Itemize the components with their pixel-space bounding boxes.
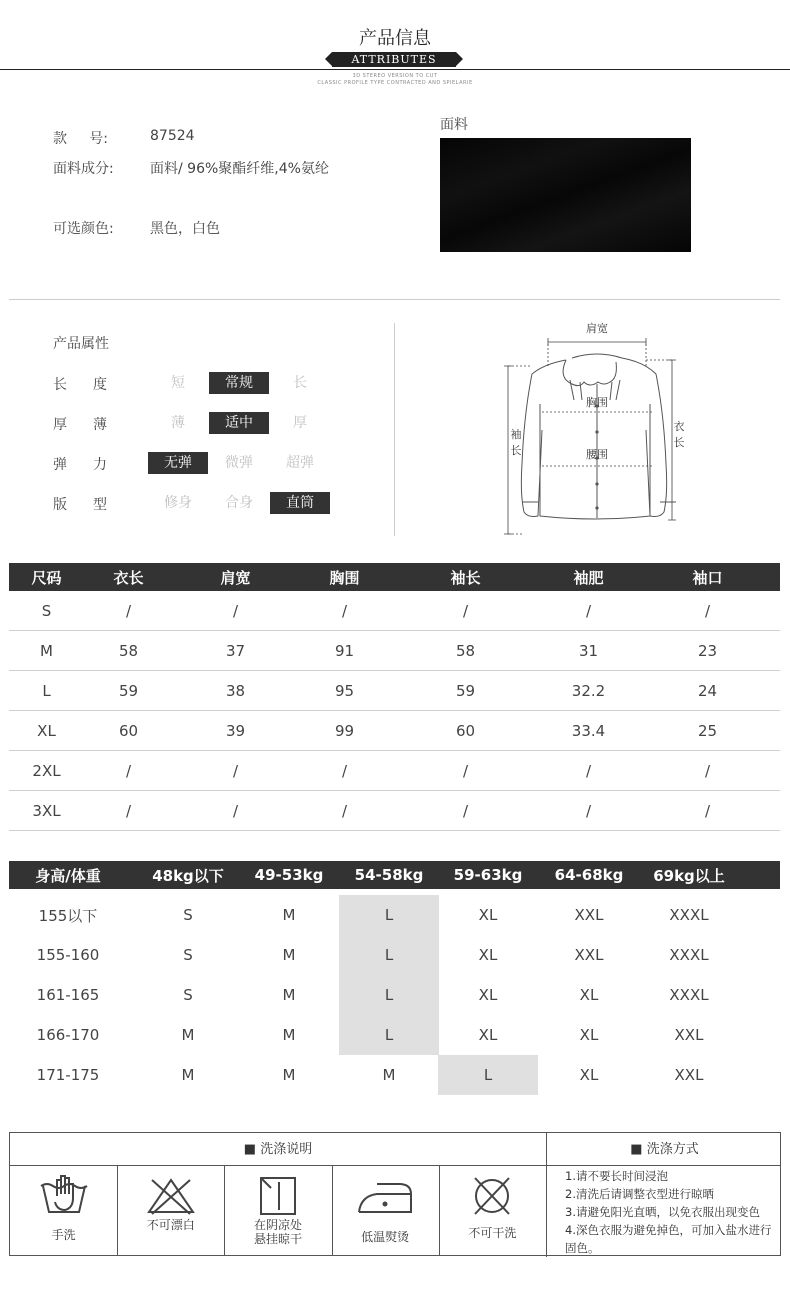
- size-table-header: [9, 563, 780, 591]
- wash-method-title: ■ 洗涤方式: [630, 1142, 699, 1157]
- chest-label: 胸围: [586, 396, 608, 409]
- header-tagline-2: CLASSIC PROFILE TYPE CONTRACTED AND SPIELARIE: [317, 80, 473, 86]
- style-number-label: 款 号:: [53, 131, 108, 147]
- column-header: 69kg以上: [653, 866, 725, 885]
- fabric-swatch: [440, 138, 691, 252]
- attribute-label-char: 力: [93, 457, 107, 473]
- table-row: [9, 975, 780, 1015]
- care-section: [9, 1132, 781, 1256]
- table-cell: L: [339, 975, 439, 1015]
- table-cell: 155以下: [38, 906, 98, 925]
- care-icon-cell: [224, 1166, 331, 1256]
- column-header: 袖长: [450, 568, 481, 587]
- care-icon-label: 不可漂白: [146, 1218, 195, 1232]
- table-cell: 59: [118, 681, 139, 700]
- table-cell: 59: [455, 681, 476, 700]
- table-cell: 23: [697, 641, 718, 660]
- table-cell: M: [282, 946, 296, 964]
- table-cell: 58: [118, 641, 139, 660]
- attribute-label-char: 弹: [53, 457, 67, 473]
- table-cell: 38: [225, 681, 246, 700]
- care-note: 3.请避免阳光直晒，以免衣服出现变色: [565, 1205, 760, 1219]
- table-row: [9, 591, 780, 631]
- table-cell: XL: [478, 946, 498, 964]
- table-cell: 31: [578, 641, 599, 660]
- table-cell: 24: [697, 681, 718, 700]
- table-cell: S: [183, 906, 193, 924]
- column-header: 袖口: [692, 568, 723, 587]
- attribute-row: [0, 452, 390, 474]
- length-label-2: 长: [673, 436, 685, 449]
- attribute-option: 厚: [293, 415, 307, 431]
- style-number-value: 87524: [150, 128, 195, 144]
- table-cell: /: [232, 761, 239, 780]
- table-cell: /: [704, 761, 711, 780]
- column-header: 59-63kg: [453, 866, 523, 884]
- table-cell: 166-170: [36, 1026, 100, 1044]
- attributes-banner: [332, 52, 456, 67]
- attribute-option: 短: [171, 375, 185, 391]
- care-icon-cell: [439, 1166, 546, 1256]
- wash-instructions-title: ■ 洗涤说明: [243, 1142, 313, 1157]
- table-cell: XXL: [574, 946, 604, 964]
- table-cell: 37: [225, 641, 246, 660]
- size-table: [9, 563, 780, 831]
- table-cell: M: [181, 1026, 195, 1044]
- attribute-option: 合身: [225, 495, 253, 511]
- care-note: 2.清洗后请调整衣型进行晾晒: [565, 1187, 714, 1201]
- table-cell: /: [462, 801, 469, 820]
- attribute-label-char: 长: [53, 377, 67, 393]
- attribute-label: [53, 494, 107, 514]
- attribute-label: [53, 454, 107, 474]
- color-value: 黑色，白色: [150, 221, 220, 237]
- attribute-label: [53, 414, 107, 434]
- table-row: [9, 671, 780, 711]
- attribute-option: 微弹: [225, 455, 253, 471]
- banner-text: ATTRIBUTES: [351, 53, 437, 66]
- table-cell: L: [42, 681, 51, 700]
- care-icon-cell: [117, 1166, 224, 1256]
- table-cell: 171-175: [36, 1066, 100, 1084]
- table-cell: XXL: [674, 1026, 704, 1044]
- care-icon-label: 悬挂晾干: [253, 1232, 302, 1246]
- column-header: 48kg以下: [152, 866, 224, 885]
- table-row: [9, 711, 780, 751]
- table-cell: /: [704, 801, 711, 820]
- table-cell: 60: [118, 721, 139, 740]
- column-header: 尺码: [31, 568, 62, 587]
- care-icon-label: 不可干洗: [468, 1226, 517, 1240]
- table-cell: M: [282, 906, 296, 924]
- care-icon-label: 手洗: [51, 1228, 76, 1242]
- table-cell: /: [341, 601, 348, 620]
- table-cell: XXL: [674, 1066, 704, 1084]
- table-cell: 2XL: [32, 761, 61, 780]
- table-cell: 60: [455, 721, 476, 740]
- attribute-label-char: 度: [93, 377, 107, 393]
- table-cell: /: [462, 761, 469, 780]
- care-icon-cell: [10, 1166, 117, 1256]
- column-header: 肩宽: [220, 568, 251, 587]
- fabric-label: 面料: [440, 117, 468, 133]
- care-icon-label: 低温熨烫: [361, 1230, 410, 1244]
- shirt-measurement-diagram: [500, 320, 695, 540]
- column-header: 54-58kg: [354, 866, 424, 884]
- composition-value: 面料/ 96%聚酯纤维,4%氨纶: [150, 161, 329, 177]
- care-notes: [556, 1167, 782, 1257]
- table-cell: XL: [478, 986, 498, 1004]
- table-cell: XL: [579, 986, 599, 1004]
- sleeve-label-2: 长: [510, 444, 522, 457]
- column-header: 胸围: [329, 568, 360, 587]
- attribute-option: 常规: [209, 372, 269, 394]
- table-cell: 25: [697, 721, 718, 740]
- table-cell: M: [382, 1066, 396, 1084]
- table-cell: S: [183, 946, 193, 964]
- table-cell: S: [41, 601, 52, 620]
- table-cell: M: [282, 986, 296, 1004]
- attribute-option: 无弹: [148, 452, 208, 474]
- table-row: [9, 1015, 780, 1055]
- attribute-option: 修身: [164, 495, 192, 511]
- table-cell: 91: [334, 641, 355, 660]
- attribute-label: [53, 374, 107, 394]
- section-divider: [9, 299, 780, 300]
- table-row: [9, 935, 780, 975]
- table-cell: /: [125, 761, 132, 780]
- table-cell: M: [40, 641, 53, 660]
- table-cell: XXXL: [669, 946, 709, 964]
- table-cell: L: [339, 895, 439, 935]
- table-cell: 58: [455, 641, 476, 660]
- attributes-divider: [394, 323, 395, 536]
- height-weight-table-header: [9, 861, 780, 889]
- table-cell: /: [232, 601, 239, 620]
- table-cell: /: [341, 801, 348, 820]
- column-header: 身高/体重: [35, 866, 101, 885]
- color-label: 可选颜色:: [53, 221, 114, 237]
- table-cell: /: [232, 801, 239, 820]
- table-row: [9, 791, 780, 831]
- table-row: [9, 751, 780, 791]
- attribute-row: [0, 412, 390, 434]
- table-cell: XXXL: [669, 986, 709, 1004]
- table-cell: M: [282, 1026, 296, 1044]
- table-cell: XXXL: [669, 906, 709, 924]
- attribute-option: 超弹: [286, 455, 314, 471]
- attribute-label-char: 厚: [53, 417, 67, 433]
- table-cell: /: [585, 801, 592, 820]
- table-cell: /: [585, 761, 592, 780]
- table-cell: 95: [334, 681, 355, 700]
- table-cell: XXL: [574, 906, 604, 924]
- table-cell: S: [183, 986, 193, 1004]
- care-icon-label: 在阴凉处: [253, 1218, 302, 1232]
- care-note: 4.深色衣服为避免掉色，可加入盐水进行固色。: [565, 1223, 772, 1255]
- column-header: 衣长: [113, 568, 144, 587]
- waist-label: 腰围: [586, 448, 608, 461]
- attributes-title: 产品属性: [53, 336, 109, 352]
- table-cell: 39: [225, 721, 246, 740]
- attribute-option: 直筒: [270, 492, 330, 514]
- care-note: 1.请不要长时间浸泡: [565, 1169, 668, 1183]
- table-cell: XL: [579, 1026, 599, 1044]
- table-cell: XL: [478, 1026, 498, 1044]
- table-cell: 99: [334, 721, 355, 740]
- attribute-option: 长: [293, 375, 307, 391]
- table-cell: /: [341, 761, 348, 780]
- table-cell: XL: [37, 721, 56, 740]
- column-header: 49-53kg: [254, 866, 324, 884]
- table-cell: 161-165: [36, 986, 100, 1004]
- header-divider: [0, 69, 790, 70]
- table-row: [9, 1055, 780, 1095]
- table-cell: L: [339, 935, 439, 975]
- table-cell: /: [125, 601, 132, 620]
- table-cell: 32.2: [571, 681, 606, 700]
- table-cell: L: [438, 1055, 538, 1095]
- attribute-option: 适中: [209, 412, 269, 434]
- length-label-1: 衣: [673, 420, 685, 433]
- table-row: [9, 895, 780, 935]
- attribute-row: [0, 372, 390, 394]
- table-cell: /: [704, 601, 711, 620]
- table-cell: XL: [579, 1066, 599, 1084]
- shoulder-label: 肩宽: [586, 322, 608, 335]
- table-cell: M: [181, 1066, 195, 1084]
- table-cell: L: [339, 1015, 439, 1055]
- table-cell: /: [462, 601, 469, 620]
- table-row: [9, 631, 780, 671]
- table-cell: 155-160: [36, 946, 100, 964]
- attribute-row: [0, 492, 390, 514]
- table-cell: XL: [478, 906, 498, 924]
- table-cell: 3XL: [32, 801, 61, 820]
- height-weight-table: [9, 861, 780, 1097]
- column-header: 袖肥: [573, 568, 604, 587]
- composition-label: 面料成分:: [53, 161, 114, 177]
- column-header: 64-68kg: [554, 866, 624, 884]
- sleeve-label-1: 袖: [510, 428, 522, 441]
- attribute-label-char: 薄: [93, 417, 107, 433]
- table-cell: M: [282, 1066, 296, 1084]
- attribute-label-char: 型: [93, 497, 107, 513]
- table-cell: /: [125, 801, 132, 820]
- care-icon-cell: [332, 1166, 439, 1256]
- table-cell: /: [585, 601, 592, 620]
- page-title: 产品信息: [359, 28, 431, 49]
- table-cell: 33.4: [571, 721, 606, 740]
- attribute-option: 薄: [171, 415, 185, 431]
- attribute-label-char: 版: [53, 497, 67, 513]
- header-tagline-1: 3D STEREO VERSION TO CUT: [352, 73, 438, 79]
